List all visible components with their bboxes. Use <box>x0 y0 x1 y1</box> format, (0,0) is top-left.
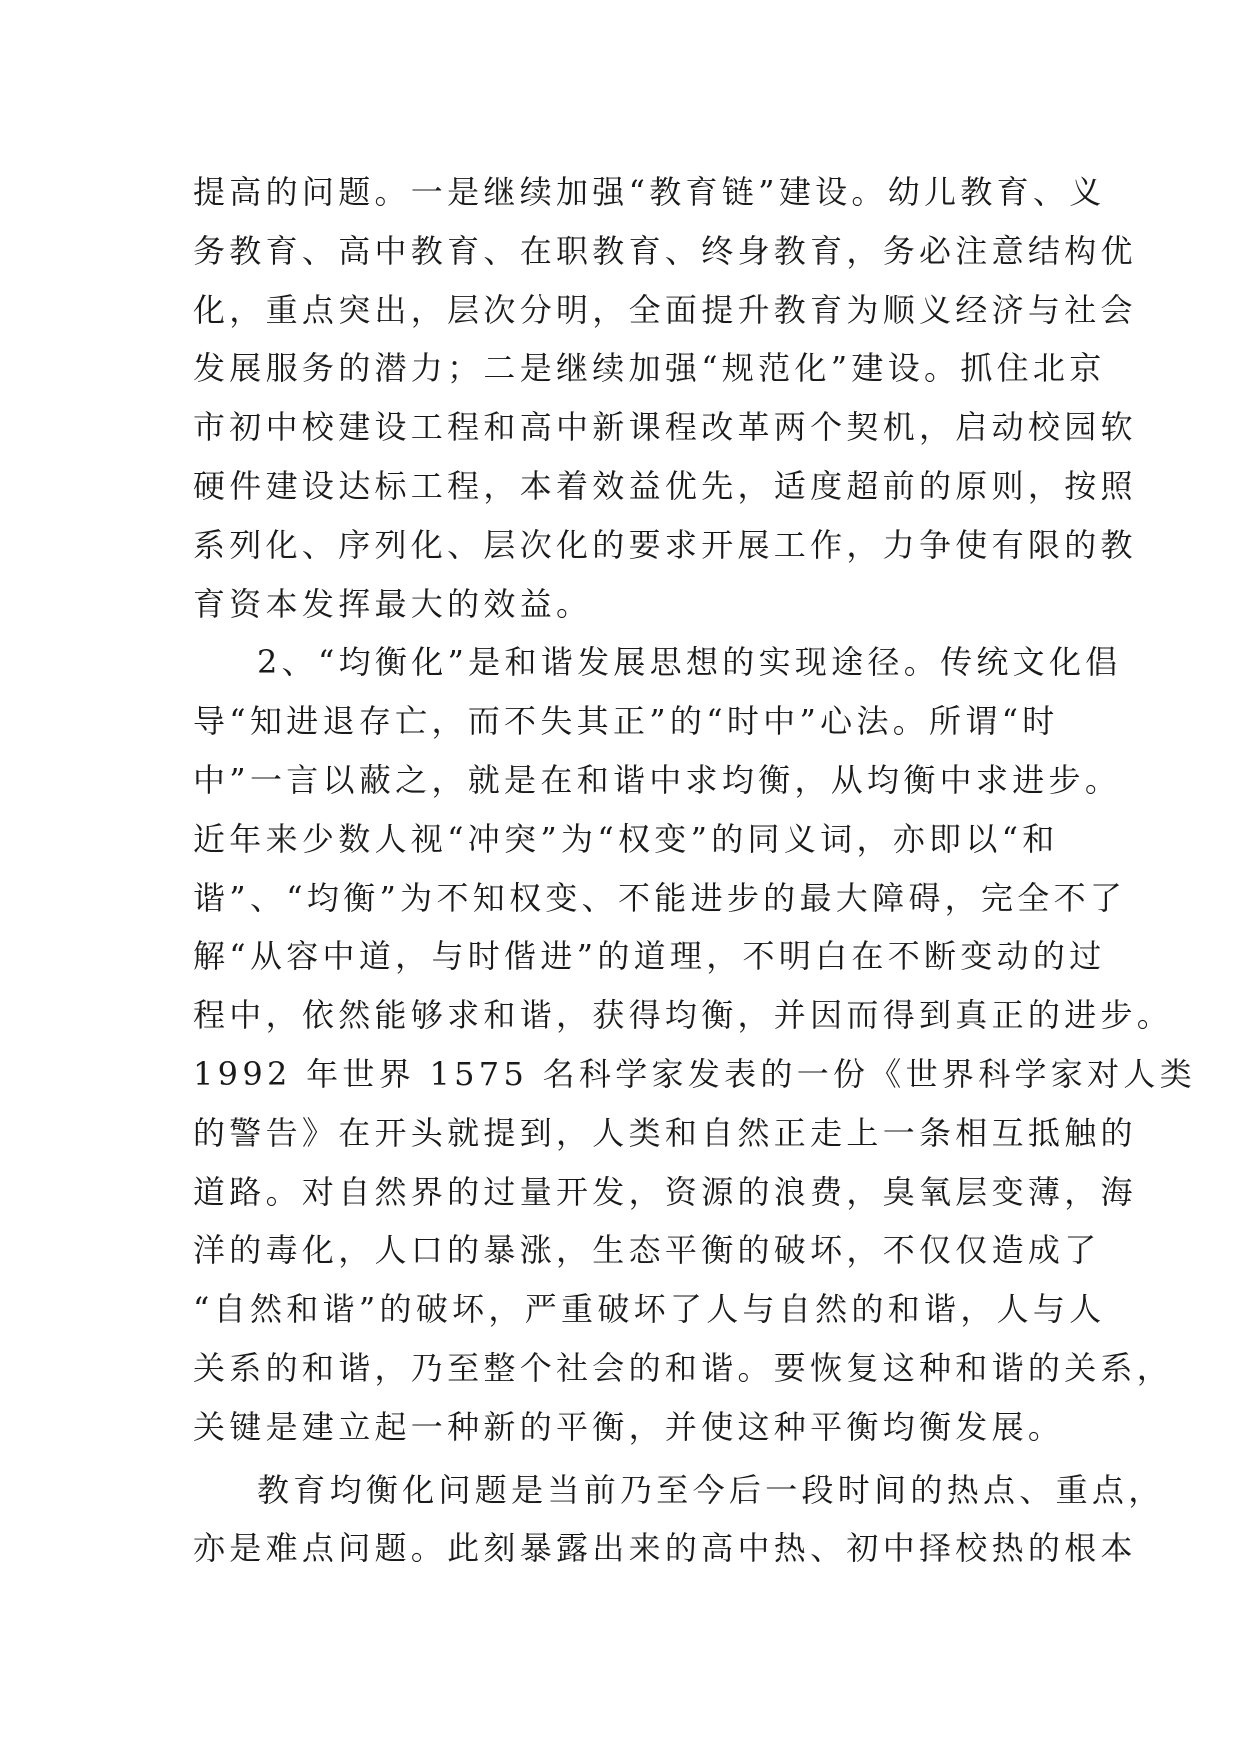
text-line: 化，重点突出，层次分明，全面提升教育为顺义经济与社会 <box>193 290 1137 329</box>
text-line: 中”一言以蔽之，就是在和谐中求均衡，从均衡中求进步。 <box>193 760 1122 799</box>
text-line: 洋的毒化，人口的暴涨，生态平衡的破坏，不仅仅造成了 <box>193 1231 1101 1270</box>
paragraph-start-line: 教育均衡化问题是当前乃至今后一段时间的热点、重点， <box>257 1470 1165 1509</box>
text-line: 亦是难点问题。此刻暴露出来的高中热、初中择校热的根本 <box>193 1529 1137 1568</box>
text-line: 程中，依然能够求和谐，获得均衡，并因而得到真正的进步。 <box>193 996 1174 1035</box>
text-line: 导“知进退存亡，而不失其正”的“时中”心法。所谓“时 <box>193 702 1059 741</box>
text-line: 系列化、序列化、层次化的要求开展工作，力争使有限的教 <box>193 525 1137 564</box>
text-line: 谐”、“均衡”为不知权变、不能进步的最大障碍，完全不了 <box>193 878 1127 917</box>
text-line: 道路。对自然界的过量开发，资源的浪费，臭氧层变薄，海 <box>193 1172 1137 1211</box>
text-line: “自然和谐”的破坏，严重破坏了人与自然的和谐，人与人 <box>193 1290 1106 1329</box>
text-line: 育资本发挥最大的效益。 <box>193 584 593 623</box>
text-line: 解“从容中道，与时偕进”的道理，不明白在不断变动的过 <box>193 937 1106 976</box>
text-line: 发展服务的潜力；二是继续加强“规范化”建设。抓住北京 <box>193 349 1106 388</box>
text-line: 关系的和谐，乃至整个社会的和谐。要恢复这种和谐的关系， <box>193 1348 1174 1387</box>
body-text <box>193 163 1196 1578</box>
paragraph-start-line: 2、“均衡化”是和谐发展思想的实现途径。传统文化倡 <box>257 643 1122 682</box>
text-line: 市初中校建设工程和高中新课程改革两个契机，启动校园软 <box>193 408 1137 447</box>
text-line: 硬件建设达标工程，本着效益优先，适度超前的原则，按照 <box>193 466 1137 505</box>
text-line: 务教育、高中教育、在职教育、终身教育，务必注意结构优 <box>193 231 1137 270</box>
text-line: 关键是建立起一种新的平衡，并使这种平衡均衡发展。 <box>193 1407 1065 1446</box>
text-line: 提高的问题。一是继续加强“教育链”建设。幼儿教育、义 <box>193 173 1106 211</box>
text-line: 近年来少数人视“冲突”为“权变”的同义词，亦即以“和 <box>193 819 1059 858</box>
text-line: 的警告》在开头就提到，人类和自然正走上一条相互抵触的 <box>193 1113 1137 1152</box>
text-line: 1992 年世界 1575 名科学家发表的一份《世界科学家对人类 <box>193 1054 1196 1093</box>
